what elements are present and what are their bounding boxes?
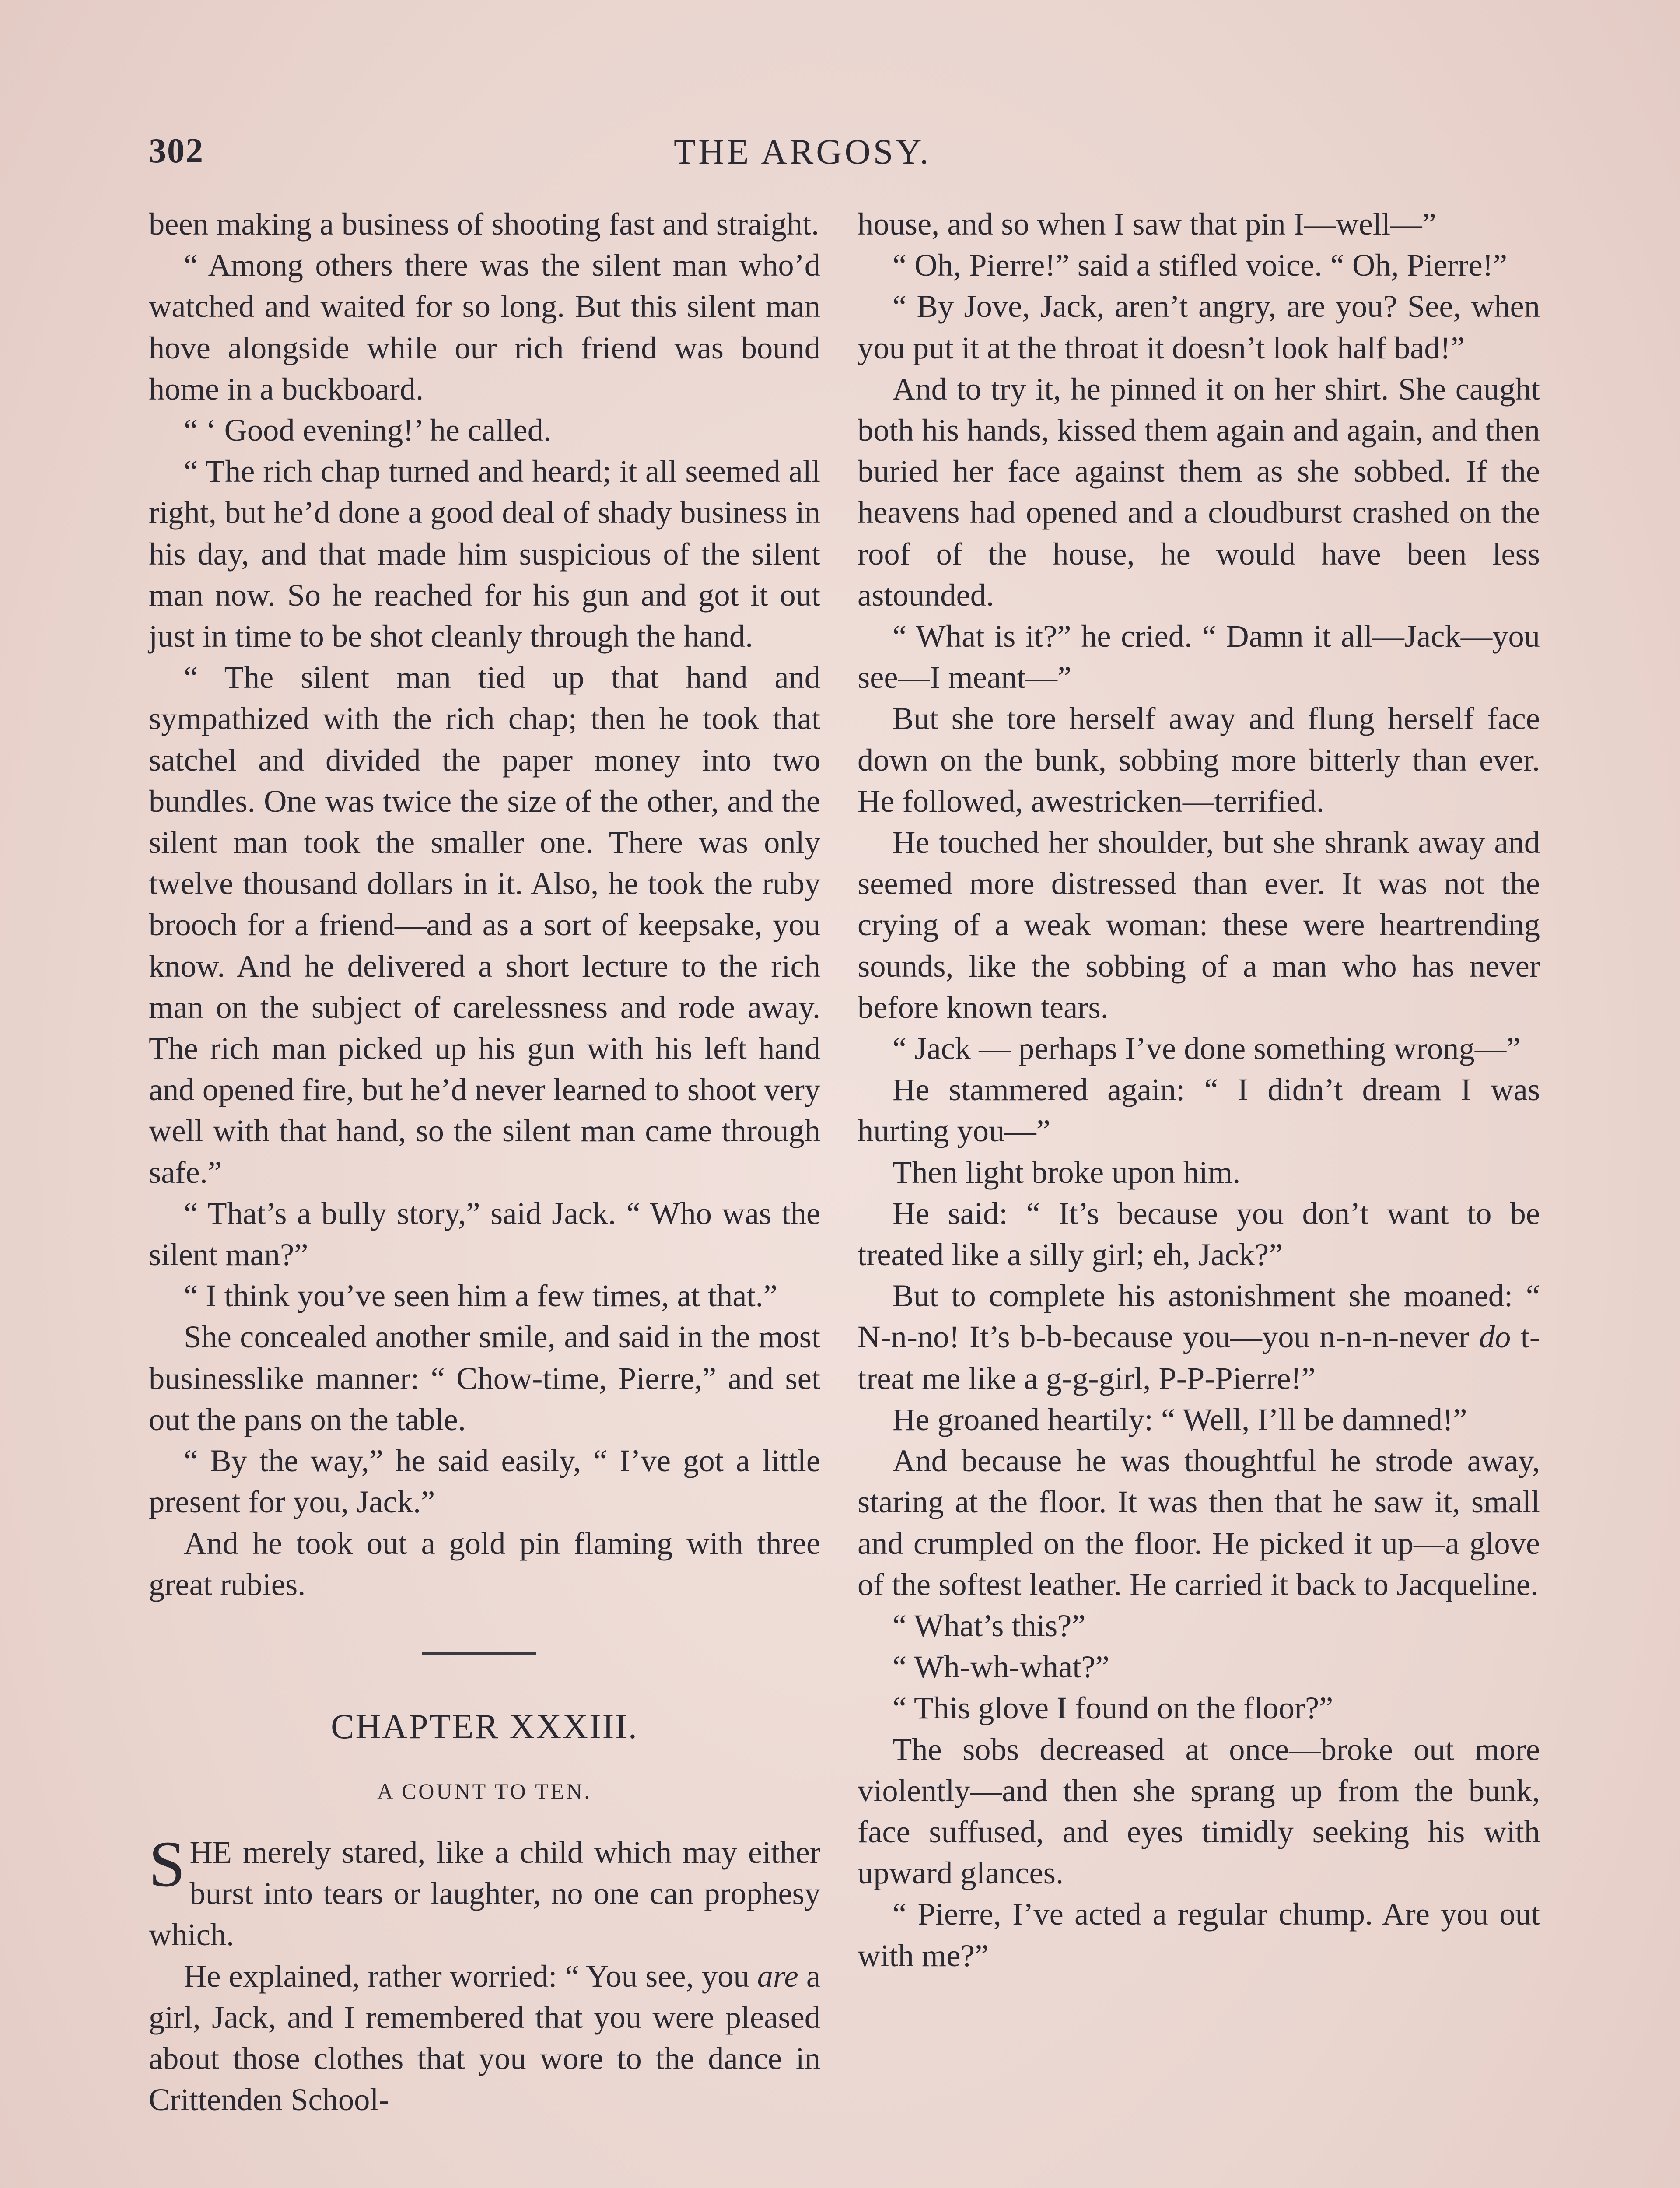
paragraph: And he took out a gold pin flaming with three great rubies.: [149, 1525, 820, 1602]
paragraph: “ By Jove, Jack, aren’t angry, are you? See, when you put it at the throat it doesn’t look half bad!”: [858, 288, 1540, 365]
paragraph: He stammered again: “ I didn’t dream I was hurting you—”: [858, 1072, 1540, 1149]
drop-cap: S: [149, 1827, 186, 1900]
paragraph: Then light broke upon him.: [892, 1154, 1241, 1190]
paragraph: He said: “ It’s because you don’t want to be treated like a silly girl; eh, Jack?”: [858, 1195, 1540, 1273]
running-head: THE ARGOSY.: [674, 132, 931, 172]
paragraph: [149, 1956, 820, 2121]
paragraph: And because he was thoughtful he strode away, staring at the floor. It was then that he saw it, small and crumpled on the floor. He picked it up—a glove of the softest leather. He carried it back to Jacqueline.: [858, 1443, 1540, 1602]
paragraph: “ That’s a bully story,” said Jack. “ Who was the silent man?”: [149, 1195, 820, 1273]
paragraph: “ Wh-wh-what?”: [892, 1649, 1110, 1685]
paragraph: “ I think you’ve seen him a few times, at that.”: [184, 1278, 777, 1314]
paragraph: “ ‘ Good evening!’ he called.: [184, 412, 552, 448]
emphasis: do: [1479, 1319, 1511, 1355]
opening-paragraph: [149, 1827, 820, 1956]
emphasis: are: [757, 1958, 798, 1994]
chapter-subtitle: A COUNT TO TEN.: [377, 1778, 592, 1803]
text-run: a girl, Jack, and I remembered that you were pleased about those clothes that you wore to the dance in Crittenden School-: [149, 1958, 820, 2118]
section-divider: [422, 1652, 536, 1655]
chapter-opening: [149, 1827, 820, 2120]
paragraph: And to try it, he pinned it on her shirt. She caught both his hands, kissed them again and again, and then buried her face against them as she sobbed. If the heavens had opened and a cloudburst crashed on the roof of the house, he would have been less astounded.: [858, 371, 1540, 613]
paragraph: He groaned heartily: “ Well, I’ll be damned!”: [892, 1401, 1467, 1437]
paragraph: The sobs decreased at once—broke out more violently—and then she sprang up from the bunk, face suffused, and eyes timidly seeking his with upward glances.: [858, 1731, 1540, 1891]
right-column: [858, 203, 1540, 1976]
paragraph: “ Jack — perhaps I’ve done something wrong—”: [892, 1031, 1521, 1066]
paragraph: “ Pierre, I’ve acted a regular chump. Are you out with me?”: [858, 1896, 1540, 1973]
left-column: [149, 203, 820, 2120]
paragraph: “ Among others there was the silent man who’d watched and waited for so long. But this silent man hove alongside while our rich friend was bound home in a buckboard.: [149, 247, 820, 407]
text-run: t-treat me like a g-g-girl, P-P-Pierre!”: [858, 1319, 1540, 1396]
paragraph: “ The rich chap turned and heard; it all seemed all right, but he’d done a good deal of shady business in his day, and that made him suspicious of the silent man now. So he reached for his gun and got it out just in time to be shot cleanly through the hand.: [149, 453, 820, 654]
paragraph: “ By the way,” he said easily, “ I’ve got a little present for you, Jack.”: [149, 1443, 820, 1520]
paragraph: She concealed another smile, and said in the most businesslike manner: “ Chow-time, Pierre,” and set out the pans on the table.: [149, 1319, 820, 1437]
page-number: 302: [149, 132, 204, 170]
text-run: He explained, rather worried: “ You see, you: [184, 1958, 757, 1994]
paragraph: “ What’s this?”: [892, 1607, 1086, 1643]
paragraph: He touched her shoulder, but she shrank away and seemed more distressed than ever. It was not the crying of a weak woman: these were heartrending sounds, like the sobbing of a man who has never before known tears.: [858, 824, 1540, 1025]
paragraph: [858, 1275, 1540, 1399]
text-run: But to complete his astonishment she moaned: “ N-n-no! It’s b-b-because you—you n-n-n-never: [858, 1278, 1540, 1355]
paragraph: been making a business of shooting fast and straight.: [149, 206, 819, 242]
opening-text: HE merely stared, like a child which may either burst into tears or laughter, no one can prophesy which.: [149, 1834, 820, 1953]
paragraph: “ The silent man tied up that hand and sympathized with the rich chap; then he took that satchel and divided the paper money into two bundles. One was twice the size of the other, and the silent man took the smaller one. There was only twelve thousand dollars in it. Also, he took the ruby brooch for a friend—and as a sort of keepsake, you know. And he delivered a short lecture to the rich man on the subject of carelessness and rode away. The rich man picked up his gun with his left hand and opened fire, but he’d never learned to shoot very well with that hand, so the silent man came through safe.”: [149, 659, 820, 1190]
paragraph: But she tore herself away and flung herself face down on the bunk, sobbing more bitterly than ever. He followed, awestricken—terrified.: [858, 701, 1540, 819]
chapter-title: CHAPTER XXXIII.: [331, 1707, 638, 1746]
paragraph: house, and so when I saw that pin I—well—”: [858, 206, 1436, 242]
paragraph: “ Oh, Pierre!” said a stifled voice. “ Oh, Pierre!”: [892, 247, 1508, 283]
paragraph: “ What is it?” he cried. “ Damn it all—Jack—you see—I meant—”: [858, 618, 1540, 695]
paragraph: “ This glove I found on the floor?”: [892, 1690, 1334, 1726]
